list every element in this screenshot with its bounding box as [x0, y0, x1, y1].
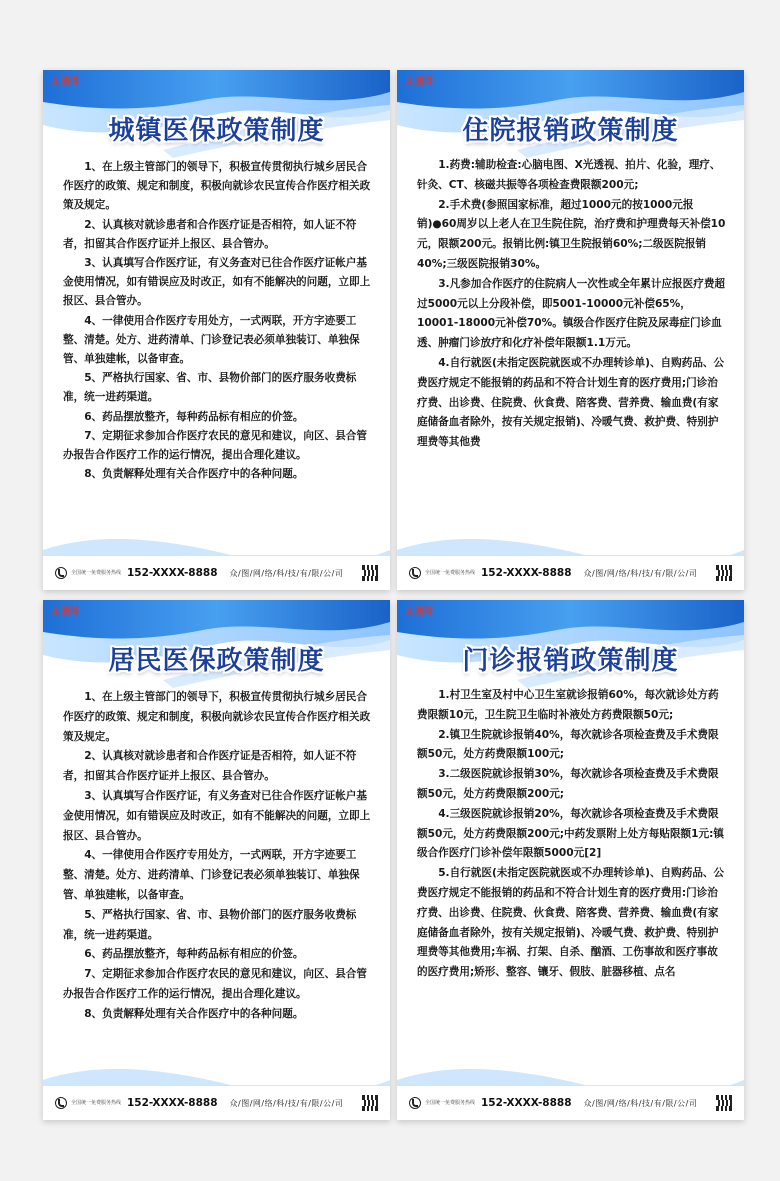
poster-title: 门诊报销政策制度	[462, 646, 679, 676]
policy-paragraph: 4、一律使用合作医疗专用处方，一式两联，开方字迹要工整、清楚。处方、进药清单、门诊登记表必须单独装订、单独保管、单独建帐，以备审查。	[63, 849, 360, 901]
hotline-label: 全国统一免费服务热线	[425, 570, 476, 576]
policy-text	[63, 158, 372, 484]
policy-paragraph: 8、负责解释处理有关合作医疗中的各种问题。	[84, 468, 304, 481]
poster-title: 居民医保政策制度	[108, 646, 325, 676]
qr-code-icon	[362, 1095, 378, 1111]
policy-paragraph: 6、药品摆放整齐，每种药品标有相应的价签。	[84, 948, 304, 961]
company-name: 众/图/网/络/科/技/有/限/公/司	[229, 1098, 344, 1108]
poster-urban-medical-insurance	[43, 70, 390, 590]
phone-icon	[55, 1097, 67, 1109]
poster-title: 住院报销政策制度	[462, 116, 679, 146]
policy-paragraph: 5、严格执行国家、省、市、县物价部门的医疗服务收费标准，统一进药渠道。	[63, 372, 357, 404]
policy-paragraph: 2.手术费(参照国家标准，超过1000元的按1000元报销)●60周岁以上老人在卫生院住院，治疗费和护理费每天补偿10元，限额200元。报销比例:镇卫生院报销60%;二级医院报销40%;三级医院报销30%。	[417, 198, 726, 270]
company-name: 众/图/网/络/科/技/有/限/公/司	[583, 568, 698, 578]
policy-paragraph: 3、认真填写合作医疗证，有义务查对已往合作医疗证帐户基金使用情况，如有错误应及时改正，如有不能解决的问题，立即上报区、县合管办。	[63, 257, 371, 308]
policy-paragraph: 2、认真核对就诊患者和合作医疗证是否相符，如人证不符者，扣留其合作医疗证并上报区、县合管办。	[63, 750, 357, 783]
company-name: 众/图/网/络/科/技/有/限/公/司	[229, 568, 344, 578]
policy-paragraph: 3、认真填写合作医疗证，有义务查对已往合作医疗证帐户基金使用情况，如有错误应及时改正，如有不能解决的问题，立即上报区、县合管办。	[63, 789, 371, 842]
policy-paragraph: 5.自行就医(未指定医院就医或不办理转诊单)、自购药品、公费医疗规定不能报销的药品和不符合计划生育的医疗费用:门诊治疗费、出诊费、住院费、伙食费、陪客费、营养费、输血费(有家庭储备血者除外，按有关规定报销)、冷暖气费、救护费、特别护理费等其他费用;车祸、打架、自杀、酗酒、工伤事故和医疗事故的医疗费用;矫形、整容、镶牙、假肢、脏器移植、点名	[417, 867, 725, 979]
hotline-number: 152-XXXX-8888	[127, 567, 218, 579]
qr-code-icon	[362, 565, 378, 581]
phone-icon	[55, 567, 67, 579]
phone-icon	[409, 567, 421, 579]
policy-paragraph: 3.凡参加合作医疗的住院病人一次性或全年累计应报医疗费超过5000元以上分段补偿，即5001-10000元补偿65%，10001-18000元补偿70%。镇级合作医疗住院及尿毒症门诊血透、肿瘤门诊放疗和化疗补偿年限额1.1万元。	[417, 277, 726, 350]
poster-outpatient-reimbursement	[397, 600, 744, 1120]
hotline-number: 152-XXXX-8888	[127, 1097, 218, 1109]
company-name: 众/图/网/络/科/技/有/限/公/司	[583, 1098, 698, 1108]
hotline-number: 152-XXXX-8888	[481, 567, 572, 579]
brand-logo: 众图网	[405, 77, 434, 87]
poster-resident-medical-insurance	[43, 600, 390, 1120]
brand-logo: 众图网	[51, 607, 80, 617]
policy-paragraph: 1、在上级主管部门的领导下，积极宣传贯彻执行城乡居民合作医疗的政策、规定和制度，积极向就诊农民宣传合作医疗相关政策及规定。	[63, 161, 371, 212]
poster-title: 城镇医保政策制度	[108, 116, 325, 146]
policy-paragraph: 1.药费:辅助检查:心脑电图、X光透视、拍片、化验，理疗、针灸、CT、核磁共振等各项检查费限额200元;	[417, 159, 721, 191]
policy-paragraph: 2、认真核对就诊患者和合作医疗证是否相符，如人证不符者，扣留其合作医疗证并上报区、县合管办。	[63, 218, 357, 250]
policy-paragraph: 1、在上级主管部门的领导下，积极宣传贯彻执行城乡居民合作医疗的政策、规定和制度，积极向就诊农民宣传合作医疗相关政策及规定。	[63, 691, 371, 743]
qr-code-icon	[716, 1095, 732, 1111]
poster-footer	[43, 1085, 390, 1120]
policy-text	[417, 686, 726, 983]
poster-footer	[397, 555, 744, 590]
policy-paragraph: 5、严格执行国家、省、市、县物价部门的医疗服务收费标准，统一进药渠道。	[63, 908, 357, 941]
policy-paragraph: 2.镇卫生院就诊报销40%，每次就诊各项检查费及手术费限额50元，处方药费限额100元;	[417, 728, 719, 761]
policy-paragraph: 1.村卫生室及村中心卫生室就诊报销60%，每次就诊处方药费限额10元，卫生院卫生临时补液处方药费限额50元;	[417, 689, 719, 721]
policy-paragraph: 4.三级医院就诊报销20%，每次就诊各项检查费及手术费限额50元，处方药费限额200元;中药发票附上处方每贴限额1元:镇级合作医疗门诊补偿年限额5000元[2]	[417, 807, 724, 860]
poster-inpatient-reimbursement	[397, 70, 744, 590]
policy-paragraph: 4、一律使用合作医疗专用处方，一式两联，开方字迹要工整、清楚。处方、进药清单、门诊登记表必须单独装订、单独保管、单独建帐，以备审查。	[63, 314, 360, 366]
policy-paragraph: 7、定期征求参加合作医疗农民的意见和建议，向区、县合管办报告合作医疗工作的运行情况，提出合理化建议。	[63, 429, 367, 462]
policy-paragraph: 3.二级医院就诊报销30%，每次就诊各项检查费及手术费限额50元，处方药费限额200元;	[417, 768, 719, 800]
policy-text	[417, 156, 726, 453]
hotline-label: 全国统一免费服务热线	[425, 1100, 476, 1106]
policy-paragraph: 6、药品摆放整齐，每种药品标有相应的价签。	[84, 410, 304, 423]
poster-footer	[43, 555, 390, 590]
brand-logo: 众图网	[405, 607, 434, 617]
hotline-number: 152-XXXX-8888	[481, 1097, 572, 1109]
poster-footer	[397, 1085, 744, 1120]
hotline-label: 全国统一免费服务热线	[71, 570, 122, 576]
brand-logo: 众图网	[51, 77, 80, 87]
hotline-label: 全国统一免费服务热线	[71, 1100, 122, 1106]
policy-paragraph: 8、负责解释处理有关合作医疗中的各种问题。	[84, 1007, 304, 1020]
policy-text	[63, 688, 372, 1025]
policy-paragraph: 4.自行就医(未指定医院就医或不办理转诊单)、自购药品、公费医疗规定不能报销的药品和不符合计划生育的医疗费用;门诊治疗费、出诊费、住院费、伙食费、陪客费、营养费、输血费(有家庭储备血者除外，按有关规定报销)、冷暖气费、救护费、特别护理费等其他费	[417, 356, 725, 449]
policy-paragraph: 7、定期征求参加合作医疗农民的意见和建议，向区、县合管办报告合作医疗工作的运行情况，提出合理化建议。	[63, 968, 367, 1000]
phone-icon	[409, 1097, 421, 1109]
qr-code-icon	[716, 565, 732, 581]
